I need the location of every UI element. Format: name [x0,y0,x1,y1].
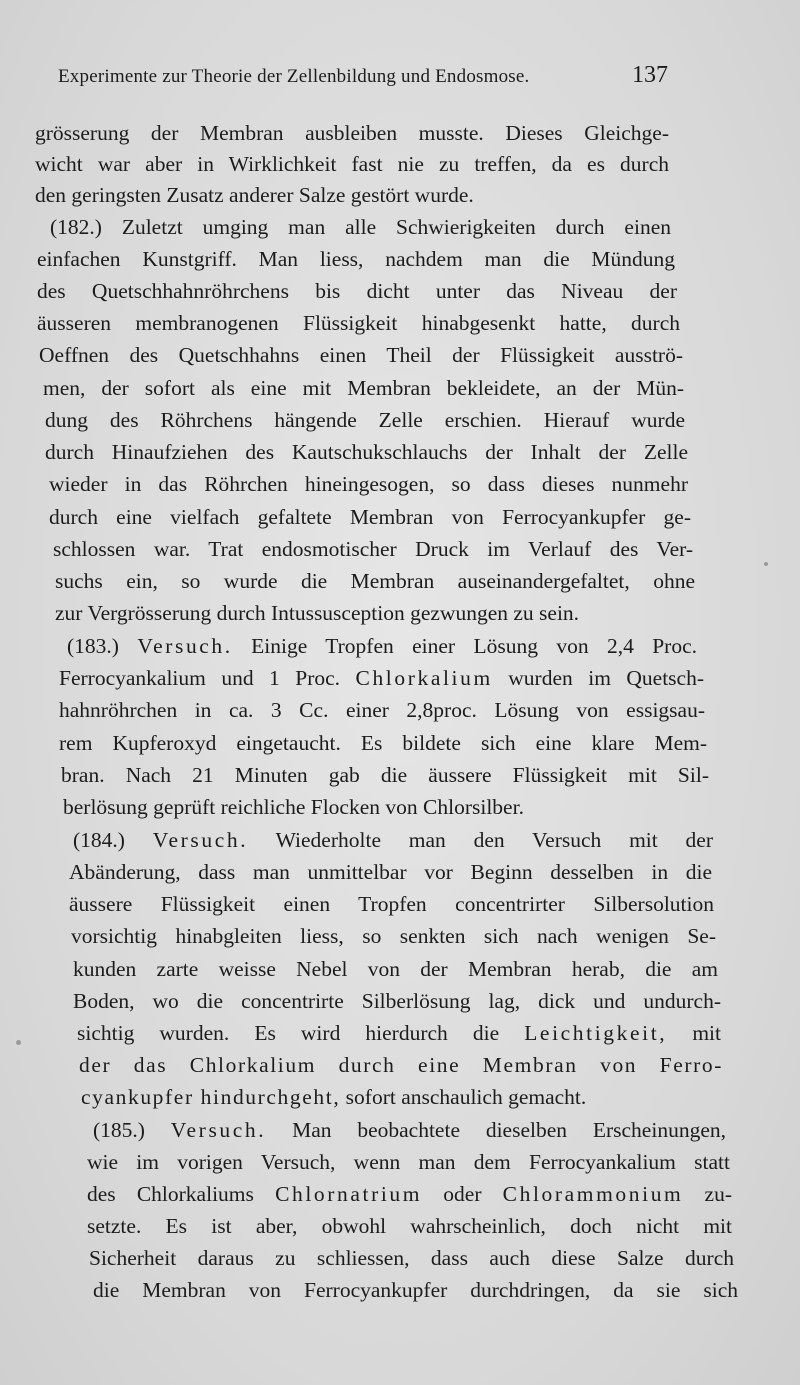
text-line [35,117,669,149]
text-line [61,759,709,791]
text-segment: (183.) [67,634,138,658]
text-segment: kunden zarte weisse Nebel von der Membran herab, die am [73,957,718,981]
text-segment: Einige Tropfen einer Lösung von 2,4 Proc. [232,634,697,658]
emphasis-text: Chlornatrium [275,1182,423,1206]
text-segment: äusseren membranogenen Flüssigkeit hinabgesenkt hatte, durch [37,311,680,335]
text-line [59,694,705,726]
text-line [81,1081,586,1113]
text-line [35,179,474,211]
emphasis-text: Leichtigkeit, [524,1021,668,1045]
text-line [87,1210,732,1242]
text-segment: Man beobachtete dieselben Erscheinungen, [266,1118,726,1142]
text-line [37,275,677,307]
text-segment: rem Kupferoxyd eingetaucht. Es bildete sich eine klare Mem- [59,731,707,755]
text-segment: wie im vorigen Versuch, wenn man dem Ferrocyankalium statt [87,1150,730,1174]
text-segment: einfachen Kunstgriff. Man liess, nachdem man die Mündung [37,247,675,271]
text-line [77,1017,721,1049]
emphasis-text: der das Chlorkalium durch eine Membran von Ferro- [79,1053,723,1077]
text-segment: wurden im Quetsch- [492,666,704,690]
text-line [37,307,680,339]
text-segment: durch eine vielfach gefaltete Membran von Ferrocyankupfer ge- [49,505,691,529]
text-line [71,920,716,952]
text-line [93,1114,726,1146]
text-segment: äussere Flüssigkeit einen Tropfen concentrirter Silbersolution [69,892,714,916]
text-line [73,985,721,1017]
text-line [50,211,671,243]
text-segment: bran. Nach 21 Minuten gab die äussere Flüssigkeit mit Sil- [61,763,709,787]
text-segment: zur Vergrösserung durch Intussusception gezwungen zu sein. [55,601,580,625]
text-line [89,1242,734,1274]
text-segment: berlösung geprüft reichliche Flocken von Chlorsilber. [63,795,524,819]
text-line [87,1146,730,1178]
text-line [93,1274,738,1306]
text-line [49,501,691,533]
text-segment: des Chlorkaliums [87,1182,276,1206]
text-segment: Wiederholte man den Versuch mit der [248,828,713,852]
text-line [73,953,718,985]
text-segment: sichtig wurden. Es wird hierdurch die [77,1021,525,1045]
text-segment: schlossen war. Trat endosmotischer Druck im Verlauf des Ver- [53,537,693,561]
text-segment: des Quetschhahnröhrchens bis dicht unter das Niveau der [37,279,677,303]
emphasis-text: Versuch. [137,634,233,658]
text-segment: hahnröhrchen in ca. 3 Cc. einer 2,8proc. Lösung von essigsau- [59,698,705,722]
text-segment: Abänderung, dass man unmittelbar vor Beginn desselben in die [69,860,712,884]
text-segment: grösserung der Membran ausbleiben musste. Dieses Gleichge- [35,121,669,145]
text-line [63,791,524,823]
text-segment: mit [667,1021,721,1045]
text-line [55,565,695,597]
text-segment: (185.) [93,1118,171,1142]
text-segment: (184.) [73,828,153,852]
text-segment: setzte. Es ist aber, obwohl wahrscheinlich, doch nicht mit [87,1214,732,1238]
text-line [59,662,704,694]
paper-speck [764,562,768,566]
text-line [69,888,714,920]
text-segment: oder [422,1182,503,1206]
text-segment: vorsichtig hinabgleiten liess, so senkten sich nach wenigen Se- [71,924,716,948]
text-segment: suchs ein, so wurde die Membran auseinandergefaltet, ohne [55,569,695,593]
text-segment: zu- [683,1182,732,1206]
text-segment: Sicherheit daraus zu schliessen, dass auch diese Salze durch [89,1246,734,1270]
emphasis-text: Chlorammonium [502,1182,684,1206]
text-line [43,372,684,404]
text-line [35,148,669,180]
text-line [45,404,685,436]
text-line [79,1049,723,1081]
text-line [59,727,707,759]
text-segment: durch Hinaufziehen des Kautschukschlauchs der Inhalt der Zelle [45,440,688,464]
text-line [45,436,688,468]
text-segment: Oeffnen des Quetschhahns einen Theil der Flüssigkeit ausströ- [39,343,683,367]
emphasis-text: Versuch. [152,828,249,852]
text-segment: Ferrocyankalium und 1 Proc. [59,666,356,690]
text-segment: wicht war aber in Wirklichkeit fast nie zu treffen, da es durch [35,152,669,176]
text-line [73,824,713,856]
text-line [55,597,579,629]
text-segment: dung des Röhrchens hängende Zelle erschien. Hierauf wurde [45,408,685,432]
running-title: Experimente zur Theorie der Zellenbildung und Endosmose. [58,66,530,87]
emphasis-text: Chlorkalium [355,666,493,690]
text-line [53,533,693,565]
text-segment: die Membran von Ferrocyankupfer durchdringen, da sie sich [93,1278,738,1302]
text-line [69,856,712,888]
text-line [67,630,697,662]
text-line [87,1178,732,1210]
text-segment: Boden, wo die concentrirte Silberlösung lag, dick und undurch- [73,989,721,1013]
emphasis-text: Versuch. [170,1118,267,1142]
text-segment: men, der sofort als eine mit Membran bekleidete, an der Mün- [43,376,684,400]
text-line [37,243,675,275]
text-segment: den geringsten Zusatz anderer Salze gestört wurde. [35,183,474,207]
text-segment: wieder in das Röhrchen hineingesogen, so dass dieses nunmehr [49,472,688,496]
text-line [49,468,688,500]
running-head [58,62,668,94]
text-segment: (182.) Zuletzt umging man alle Schwierigkeiten durch einen [50,215,671,239]
paper-speck [16,1040,21,1045]
page-number: 137 [632,62,668,88]
text-line [39,339,683,371]
emphasis-text: cyankupfer hindurchgeht, [81,1085,341,1109]
text-segment: sofort anschaulich gemacht. [340,1085,587,1109]
